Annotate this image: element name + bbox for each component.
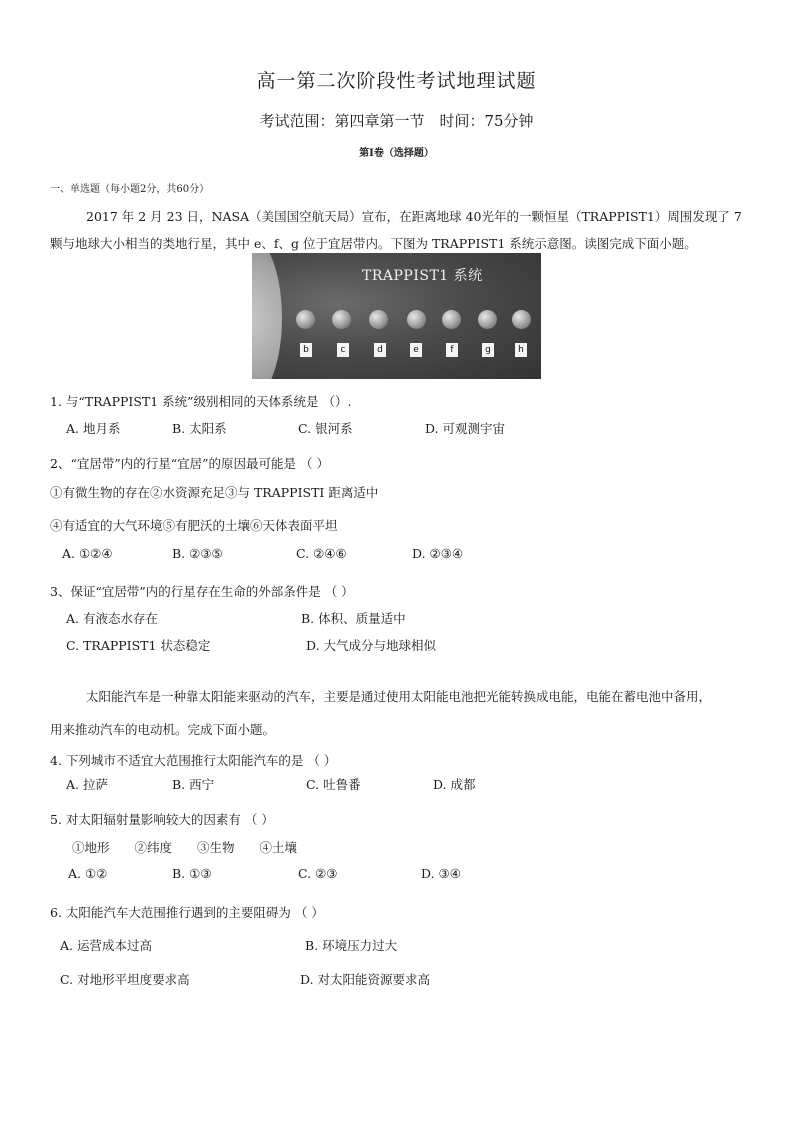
planet-label-b: b (300, 343, 312, 357)
planet-label-f: f (446, 343, 458, 357)
passage-solar-line-2: 用来推动汽车的电动机。完成下面小题。 (50, 722, 276, 737)
q2-items-line-1: ①有微生物的存在②水资源充足③与 TRAPPISTI 距离适中 (50, 485, 379, 500)
q4-stem: 4. 下列城市不适宜大范围推行太阳能汽车的是 （ ） (50, 753, 337, 768)
q6-option-b[interactable]: B. 环境压力过大 (305, 938, 398, 953)
planet-label-g: g (482, 343, 494, 357)
planet-e (407, 310, 426, 329)
q2-items-line-2: ④有适宜的大气环境⑤有肥沃的土壤⑥天体表面平坦 (50, 518, 338, 533)
planet-label-e: e (410, 343, 422, 357)
part-heading: 一、单选题（每小题2分，共60分） (50, 184, 210, 195)
planet-b (296, 310, 315, 329)
q3-option-a[interactable]: A. 有液态水存在 (66, 611, 158, 626)
q2-stem: 2、“宜居带”内的行星“宜居”的原因最可能是 （ ） (50, 456, 329, 471)
intro-line-2: 颗与地球大小相当的类地行星，其中 e、f、g 位于宜居带内。下图为 TRAPPIST1 系统示意图。读图完成下面小题。 (50, 236, 697, 251)
q2-option-a[interactable]: A. ①②④ (62, 546, 113, 561)
q4-option-d[interactable]: D. 成都 (433, 777, 476, 792)
q2-option-c[interactable]: C. ②④⑥ (296, 546, 347, 561)
q5-option-b[interactable]: B. ①③ (172, 866, 212, 881)
q3-option-d[interactable]: D. 大气成分与地球相似 (306, 638, 437, 653)
planet-label-h: h (515, 343, 527, 357)
planet-c (332, 310, 351, 329)
q6-option-d[interactable]: D. 对太阳能资源要求高 (300, 972, 431, 987)
q6-option-c[interactable]: C. 对地形平坦度要求高 (60, 972, 190, 987)
q5-stem: 5. 对太阳辐射量影响较大的因素有 （ ） (50, 812, 274, 827)
q3-stem: 3、保证“宜居带”内的行星存在生命的外部条件是 （ ） (50, 584, 354, 599)
figure-title: TRAPPIST1 系统 (362, 268, 483, 284)
q4-option-b[interactable]: B. 西宁 (172, 777, 215, 792)
q3-option-b[interactable]: B. 体积、质量适中 (301, 611, 406, 626)
q1-stem: 1. 与“TRAPPIST1 系统”级别相同的天体系统是 （）. (50, 394, 352, 409)
planet-g (478, 310, 497, 329)
planet-label-c: c (337, 343, 349, 357)
q6-option-a[interactable]: A. 运营成本过高 (60, 938, 152, 953)
star-trappist1 (252, 253, 282, 379)
planet-d (369, 310, 388, 329)
q3-option-c[interactable]: C. TRAPPIST1 状态稳定 (66, 638, 211, 653)
q5-option-c[interactable]: C. ②③ (298, 866, 338, 881)
page-title: 高一第二次阶段性考试地理试题 (256, 70, 537, 92)
q1-option-a[interactable]: A. 地月系 (66, 421, 121, 436)
q1-option-d[interactable]: D. 可观测宇宙 (425, 421, 506, 436)
intro-line-1: 2017 年 2 月 23 日，NASA（美国国空航天局）宣布，在距离地球 40光年的一颗恒星（TRAPPIST1）周围发现了 7 (86, 209, 742, 224)
section-label: 第Ⅰ卷（选择题） (359, 148, 434, 159)
planet-f (442, 310, 461, 329)
q6-stem: 6. 太阳能汽车大范围推行遇到的主要阻碍为 （ ） (50, 905, 324, 920)
q4-option-c[interactable]: C. 吐鲁番 (306, 777, 361, 792)
passage-solar-line-1: 太阳能汽车是一种靠太阳能来驱动的汽车，主要是通过使用太阳能电池把光能转换成电能，电能在蓄电池中备用， (86, 689, 712, 704)
planet-label-d: d (374, 343, 386, 357)
q1-option-b[interactable]: B. 太阳系 (172, 421, 227, 436)
planet-h (512, 310, 531, 329)
q1-option-c[interactable]: C. 银河系 (298, 421, 353, 436)
q2-option-d[interactable]: D. ②③④ (412, 546, 464, 561)
trappist1-system-figure (252, 253, 541, 379)
q2-option-b[interactable]: B. ②③⑤ (172, 546, 223, 561)
q5-option-d[interactable]: D. ③④ (421, 866, 461, 881)
exam-scope-subtitle: 考试范围：第四章第一节 时间：75分钟 (259, 112, 534, 130)
q5-option-a[interactable]: A. ①② (68, 866, 108, 881)
q5-items: ①地形 ②纬度 ③生物 ④土壤 (72, 840, 298, 855)
q4-option-a[interactable]: A. 拉萨 (66, 777, 108, 792)
